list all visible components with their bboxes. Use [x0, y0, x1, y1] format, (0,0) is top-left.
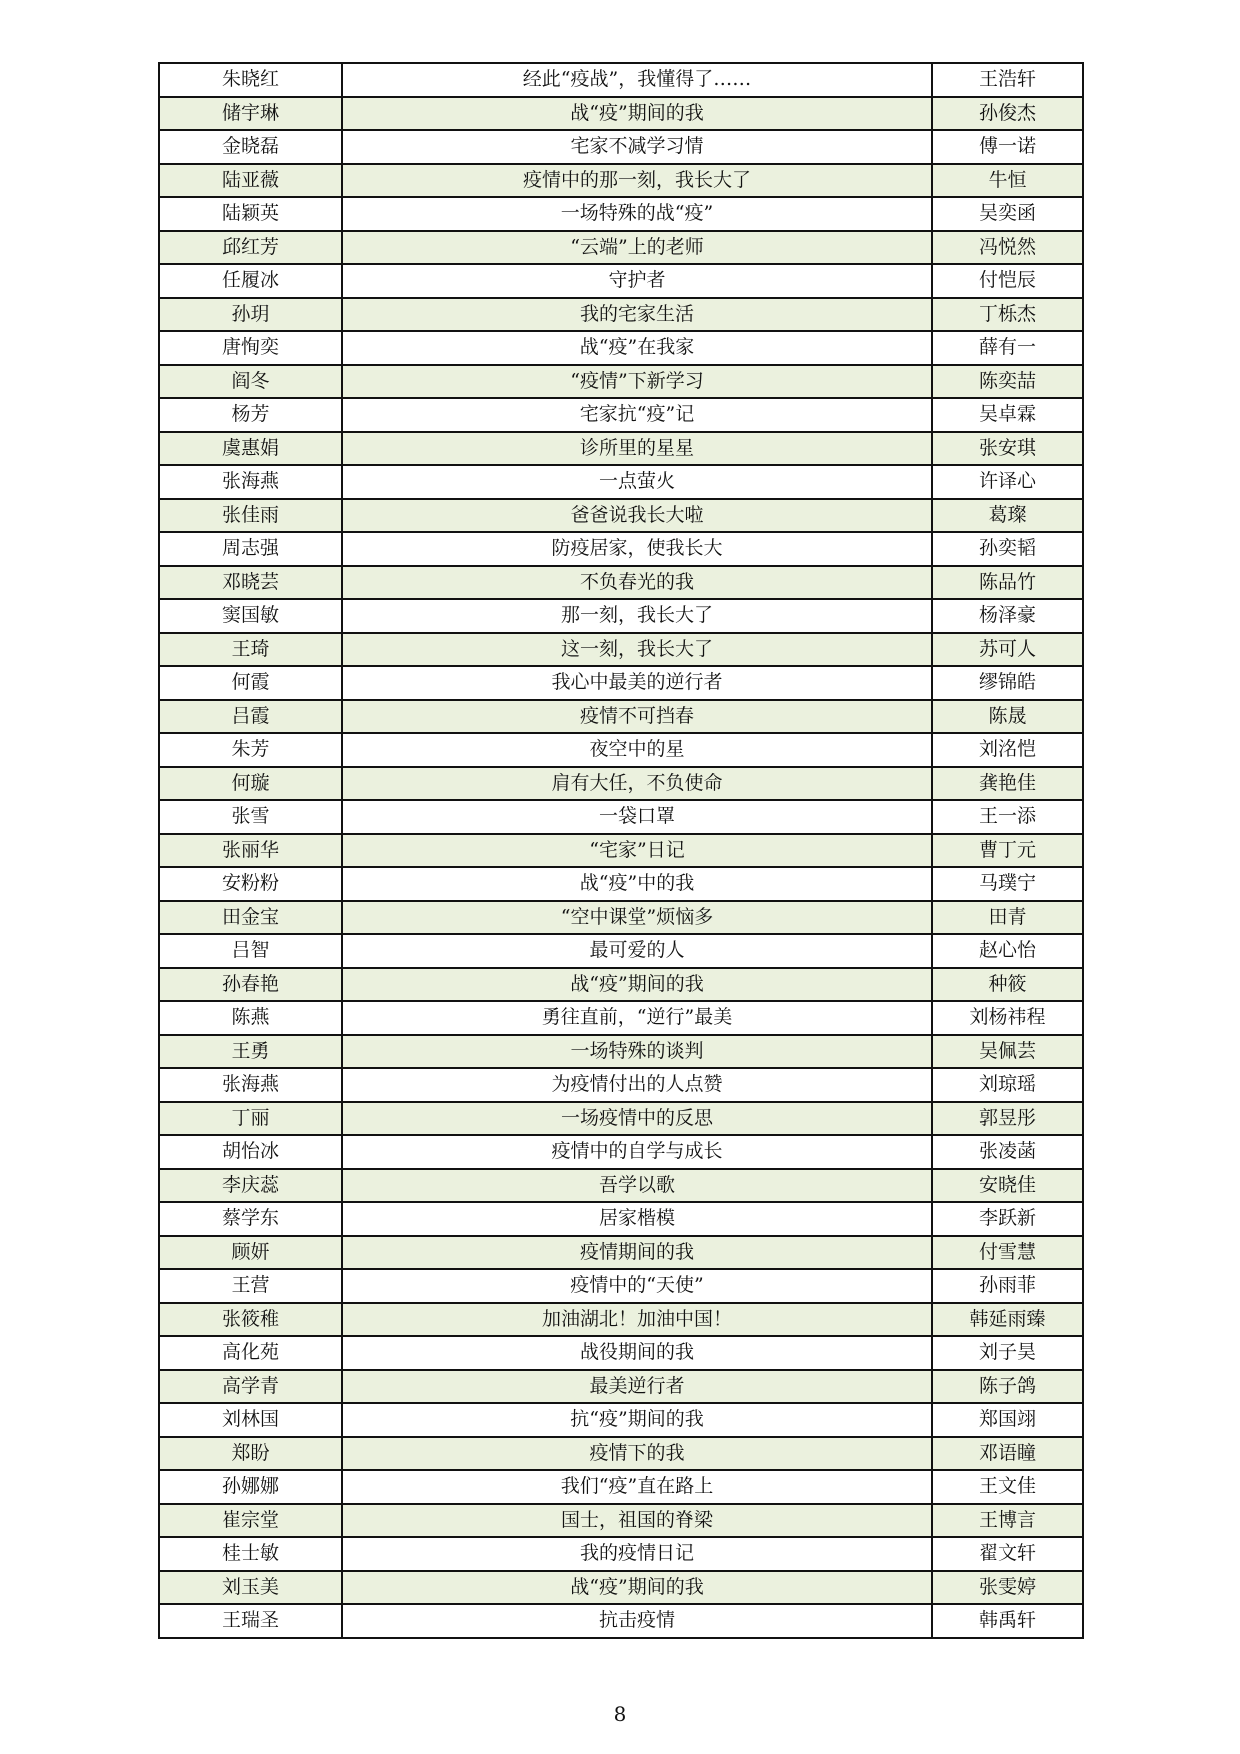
- teacher-name-cell: 周志强: [159, 532, 342, 566]
- teacher-name-cell: 王瑞圣: [159, 1604, 342, 1638]
- table-row: [159, 1336, 1083, 1370]
- essay-title-cell: 疫情不可挡春: [342, 700, 932, 734]
- student-name-cell: 王文佳: [932, 1470, 1083, 1504]
- teacher-name-cell: 何璇: [159, 767, 342, 801]
- teacher-name-cell: 刘林国: [159, 1403, 342, 1437]
- essay-title-cell: 战“疫”中的我: [342, 867, 932, 901]
- student-name-cell: 王博言: [932, 1504, 1083, 1538]
- essay-title-cell: 一场特殊的谈判: [342, 1035, 932, 1069]
- table-row: [159, 97, 1083, 131]
- essay-title-cell: 国士，祖国的脊梁: [342, 1504, 932, 1538]
- student-name-cell: 冯悦然: [932, 231, 1083, 265]
- student-name-cell: 刘子昊: [932, 1336, 1083, 1370]
- teacher-name-cell: 王琦: [159, 633, 342, 667]
- table-row: [159, 599, 1083, 633]
- table-row: [159, 1236, 1083, 1270]
- table-row: [159, 465, 1083, 499]
- essay-title-cell: 抗“疫”期间的我: [342, 1403, 932, 1437]
- teacher-name-cell: 金晓磊: [159, 130, 342, 164]
- table-row: [159, 1169, 1083, 1203]
- teacher-name-cell: 何霞: [159, 666, 342, 700]
- essay-title-cell: 最美逆行者: [342, 1370, 932, 1404]
- table-row: [159, 1403, 1083, 1437]
- student-name-cell: 孙雨菲: [932, 1269, 1083, 1303]
- essay-title-cell: 一点萤火: [342, 465, 932, 499]
- student-name-cell: 王浩轩: [932, 63, 1083, 97]
- table-row: [159, 164, 1083, 198]
- teacher-name-cell: 朱芳: [159, 733, 342, 767]
- essay-title-cell: 战“疫”期间的我: [342, 97, 932, 131]
- essay-title-cell: 不负春光的我: [342, 566, 932, 600]
- essay-title-cell: 战役期间的我: [342, 1336, 932, 1370]
- teacher-name-cell: 张雪: [159, 800, 342, 834]
- table-row: [159, 1437, 1083, 1471]
- essay-title-cell: 守护者: [342, 264, 932, 298]
- teacher-name-cell: 朱晓红: [159, 63, 342, 97]
- table-row: [159, 733, 1083, 767]
- teacher-name-cell: 安粉粉: [159, 867, 342, 901]
- table-row: [159, 1269, 1083, 1303]
- table-row: [159, 1370, 1083, 1404]
- essay-title-cell: 肩有大任，不负使命: [342, 767, 932, 801]
- student-name-cell: 牛恒: [932, 164, 1083, 198]
- student-name-cell: 孙奕韬: [932, 532, 1083, 566]
- student-name-cell: 葛璨: [932, 499, 1083, 533]
- teacher-name-cell: 张丽华: [159, 834, 342, 868]
- table-row: [159, 767, 1083, 801]
- teacher-name-cell: 吕智: [159, 934, 342, 968]
- table-row: [159, 1135, 1083, 1169]
- teacher-name-cell: 王勇: [159, 1035, 342, 1069]
- table-row: [159, 1303, 1083, 1337]
- table-row: [159, 130, 1083, 164]
- student-name-cell: 安晓佳: [932, 1169, 1083, 1203]
- student-name-cell: 傅一诺: [932, 130, 1083, 164]
- essay-title-cell: “云端”上的老师: [342, 231, 932, 265]
- essay-title-cell: 防疫居家，使我长大: [342, 532, 932, 566]
- teacher-name-cell: 任履冰: [159, 264, 342, 298]
- teacher-name-cell: 储宇琳: [159, 97, 342, 131]
- teacher-name-cell: 陆亚薇: [159, 164, 342, 198]
- student-name-cell: 刘杨祎程: [932, 1001, 1083, 1035]
- teacher-name-cell: 崔宗堂: [159, 1504, 342, 1538]
- essay-title-cell: 一袋口罩: [342, 800, 932, 834]
- student-name-cell: 郭昱彤: [932, 1102, 1083, 1136]
- teacher-name-cell: 蔡学东: [159, 1202, 342, 1236]
- student-name-cell: 吴佩芸: [932, 1035, 1083, 1069]
- table-row: [159, 633, 1083, 667]
- essay-title-cell: 疫情中的“天使”: [342, 1269, 932, 1303]
- student-name-cell: 马璞宁: [932, 867, 1083, 901]
- essay-title-cell: 一场特殊的战“疫”: [342, 197, 932, 231]
- table-row: [159, 1102, 1083, 1136]
- table-row: [159, 1068, 1083, 1102]
- award-list-table: [158, 62, 1084, 1639]
- table-row: [159, 1571, 1083, 1605]
- student-name-cell: 陈子鸽: [932, 1370, 1083, 1404]
- page-number: 8: [613, 1702, 627, 1726]
- student-name-cell: 李跃新: [932, 1202, 1083, 1236]
- essay-title-cell: 战“疫”期间的我: [342, 968, 932, 1002]
- essay-title-cell: 疫情下的我: [342, 1437, 932, 1471]
- teacher-name-cell: 吕霞: [159, 700, 342, 734]
- student-name-cell: 付恺辰: [932, 264, 1083, 298]
- essay-title-cell: 战“疫”期间的我: [342, 1571, 932, 1605]
- table-row: [159, 566, 1083, 600]
- table-row: [159, 365, 1083, 399]
- essay-title-cell: 抗击疫情: [342, 1604, 932, 1638]
- table-row: [159, 834, 1083, 868]
- essay-title-cell: “疫情”下新学习: [342, 365, 932, 399]
- teacher-name-cell: 郑盼: [159, 1437, 342, 1471]
- table-row: [159, 197, 1083, 231]
- essay-title-cell: 宅家不减学习情: [342, 130, 932, 164]
- teacher-name-cell: 田金宝: [159, 901, 342, 935]
- table-row: [159, 968, 1083, 1002]
- teacher-name-cell: 邱红芳: [159, 231, 342, 265]
- essay-title-cell: 我们“疫”直在路上: [342, 1470, 932, 1504]
- table-row: [159, 1001, 1083, 1035]
- essay-title-cell: 最可爱的人: [342, 934, 932, 968]
- essay-title-cell: 这一刻，我长大了: [342, 633, 932, 667]
- table-row: [159, 666, 1083, 700]
- student-name-cell: 邓语瞳: [932, 1437, 1083, 1471]
- table-row: [159, 1470, 1083, 1504]
- table-row: [159, 867, 1083, 901]
- teacher-name-cell: 丁丽: [159, 1102, 342, 1136]
- table-row: [159, 264, 1083, 298]
- table-row: [159, 298, 1083, 332]
- student-name-cell: 陈奕喆: [932, 365, 1083, 399]
- table-row: [159, 1202, 1083, 1236]
- table-row: [159, 63, 1083, 97]
- essay-title-cell: 我的宅家生活: [342, 298, 932, 332]
- essay-title-cell: 加油湖北！加油中国！: [342, 1303, 932, 1337]
- student-name-cell: 陈品竹: [932, 566, 1083, 600]
- student-name-cell: 种筱: [932, 968, 1083, 1002]
- table-row: [159, 1035, 1083, 1069]
- student-name-cell: 韩禹轩: [932, 1604, 1083, 1638]
- student-name-cell: 缪锦皓: [932, 666, 1083, 700]
- teacher-name-cell: 孙娜娜: [159, 1470, 342, 1504]
- essay-title-cell: 疫情期间的我: [342, 1236, 932, 1270]
- essay-title-cell: 疫情中的那一刻，我长大了: [342, 164, 932, 198]
- essay-title-cell: 为疫情付出的人点赞: [342, 1068, 932, 1102]
- essay-title-cell: 一场疫情中的反思: [342, 1102, 932, 1136]
- essay-title-cell: “宅家”日记: [342, 834, 932, 868]
- student-name-cell: 吴奕函: [932, 197, 1083, 231]
- student-name-cell: 付雪慧: [932, 1236, 1083, 1270]
- student-name-cell: 苏可人: [932, 633, 1083, 667]
- student-name-cell: 吴卓霖: [932, 398, 1083, 432]
- teacher-name-cell: 刘玉美: [159, 1571, 342, 1605]
- table-row: [159, 398, 1083, 432]
- essay-title-cell: “空中课堂”烦恼多: [342, 901, 932, 935]
- essay-title-cell: 爸爸说我长大啦: [342, 499, 932, 533]
- table-row: [159, 934, 1083, 968]
- table-row: [159, 499, 1083, 533]
- student-name-cell: 刘琼瑶: [932, 1068, 1083, 1102]
- teacher-name-cell: 高学青: [159, 1370, 342, 1404]
- teacher-name-cell: 陈燕: [159, 1001, 342, 1035]
- essay-title-cell: 宅家抗“疫”记: [342, 398, 932, 432]
- teacher-name-cell: 李庆蕊: [159, 1169, 342, 1203]
- student-name-cell: 龚艳佳: [932, 767, 1083, 801]
- teacher-name-cell: 孙玥: [159, 298, 342, 332]
- essay-title-cell: 战“疫”在我家: [342, 331, 932, 365]
- teacher-name-cell: 胡怡冰: [159, 1135, 342, 1169]
- table-row: [159, 700, 1083, 734]
- teacher-name-cell: 阎冬: [159, 365, 342, 399]
- student-name-cell: 田青: [932, 901, 1083, 935]
- essay-title-cell: 夜空中的星: [342, 733, 932, 767]
- table-row: [159, 1604, 1083, 1638]
- student-name-cell: 刘洺恺: [932, 733, 1083, 767]
- teacher-name-cell: 张佳雨: [159, 499, 342, 533]
- teacher-name-cell: 张海燕: [159, 465, 342, 499]
- teacher-name-cell: 顾妍: [159, 1236, 342, 1270]
- student-name-cell: 张雯婷: [932, 1571, 1083, 1605]
- student-name-cell: 杨泽豪: [932, 599, 1083, 633]
- student-name-cell: 孙俊杰: [932, 97, 1083, 131]
- student-name-cell: 张凌菡: [932, 1135, 1083, 1169]
- student-name-cell: 韩延雨臻: [932, 1303, 1083, 1337]
- essay-title-cell: 诊所里的星星: [342, 432, 932, 466]
- student-name-cell: 张安琪: [932, 432, 1083, 466]
- teacher-name-cell: 陆颖英: [159, 197, 342, 231]
- table-row: [159, 532, 1083, 566]
- student-name-cell: 赵心怡: [932, 934, 1083, 968]
- table-row: [159, 231, 1083, 265]
- essay-title-cell: 勇往直前，“逆行”最美: [342, 1001, 932, 1035]
- essay-title-cell: 我心中最美的逆行者: [342, 666, 932, 700]
- essay-title-cell: 经此“疫战”，我懂得了……: [342, 63, 932, 97]
- award-list-table-container: [158, 62, 1082, 1639]
- student-name-cell: 郑国翊: [932, 1403, 1083, 1437]
- table-row: [159, 331, 1083, 365]
- teacher-name-cell: 杨芳: [159, 398, 342, 432]
- student-name-cell: 丁栎杰: [932, 298, 1083, 332]
- essay-title-cell: 吾学以歌: [342, 1169, 932, 1203]
- student-name-cell: 许译心: [932, 465, 1083, 499]
- teacher-name-cell: 桂士敏: [159, 1537, 342, 1571]
- table-row: [159, 432, 1083, 466]
- table-row: [159, 1537, 1083, 1571]
- student-name-cell: 王一添: [932, 800, 1083, 834]
- table-row: [159, 901, 1083, 935]
- teacher-name-cell: 窦国敏: [159, 599, 342, 633]
- teacher-name-cell: 唐恂奕: [159, 331, 342, 365]
- teacher-name-cell: 高化苑: [159, 1336, 342, 1370]
- essay-title-cell: 居家楷模: [342, 1202, 932, 1236]
- teacher-name-cell: 王营: [159, 1269, 342, 1303]
- table-row: [159, 1504, 1083, 1538]
- table-row: [159, 800, 1083, 834]
- essay-title-cell: 疫情中的自学与成长: [342, 1135, 932, 1169]
- essay-title-cell: 我的疫情日记: [342, 1537, 932, 1571]
- student-name-cell: 翟文轩: [932, 1537, 1083, 1571]
- teacher-name-cell: 张海燕: [159, 1068, 342, 1102]
- teacher-name-cell: 邓晓芸: [159, 566, 342, 600]
- teacher-name-cell: 张筱稚: [159, 1303, 342, 1337]
- teacher-name-cell: 孙春艳: [159, 968, 342, 1002]
- student-name-cell: 陈晟: [932, 700, 1083, 734]
- essay-title-cell: 那一刻，我长大了: [342, 599, 932, 633]
- teacher-name-cell: 虞惠娟: [159, 432, 342, 466]
- award-list-table-body: [159, 63, 1083, 1638]
- student-name-cell: 曹丁元: [932, 834, 1083, 868]
- student-name-cell: 薛有一: [932, 331, 1083, 365]
